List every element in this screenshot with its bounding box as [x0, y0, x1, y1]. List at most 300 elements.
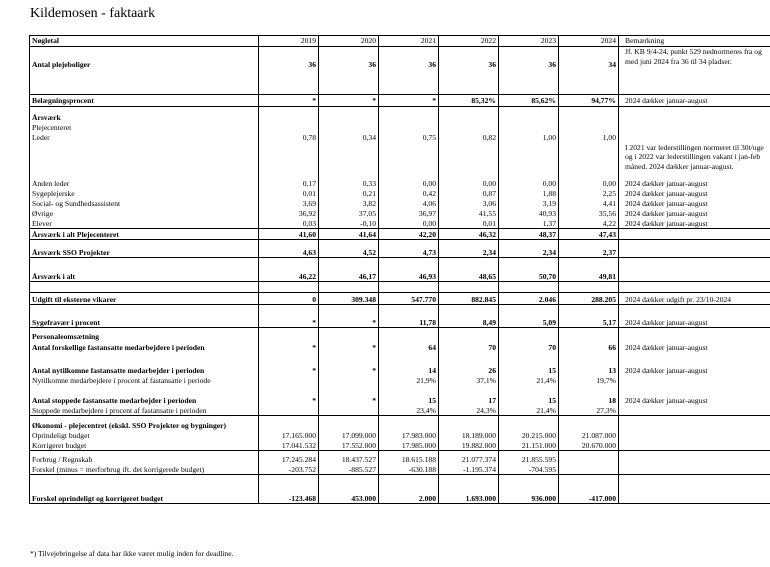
value-cell — [379, 143, 439, 179]
value-cell — [319, 332, 379, 342]
value-cell: 21,4% — [499, 376, 559, 386]
empty-cell — [559, 386, 619, 396]
value-cell: -417.000 — [559, 493, 619, 504]
row-label: Årsværk i alt Plejecenteret — [30, 229, 259, 240]
remark-cell — [619, 270, 770, 282]
value-cell: -885.527 — [319, 465, 379, 475]
row-label: Plejecenteret — [30, 123, 259, 133]
value-cell: 1,00 — [559, 133, 619, 143]
table-row — [30, 366, 770, 376]
value-cell: 0,33 — [319, 179, 379, 189]
value-cell: 21,9% — [379, 376, 439, 386]
row-label: Årsværk SSO Projekter — [30, 246, 259, 258]
value-cell: 20.215.000 — [499, 431, 559, 441]
table-row — [30, 376, 770, 386]
value-cell: 0,42 — [379, 189, 439, 199]
value-cell: 4,52 — [319, 246, 379, 258]
value-cell — [319, 376, 379, 386]
row-label: Belægningsprocent — [30, 95, 259, 107]
empty-cell — [619, 475, 770, 493]
value-cell: 36,97 — [379, 209, 439, 219]
remark-cell — [619, 133, 770, 143]
remark-cell: 2024 dækker januar-august — [619, 317, 770, 328]
value-cell: 48,65 — [439, 270, 499, 282]
value-cell — [439, 123, 499, 133]
remark-cell: 2024 dækker januar-august — [619, 366, 770, 376]
empty-cell — [259, 258, 319, 270]
value-cell: 85,32% — [439, 95, 499, 107]
empty-cell — [439, 282, 499, 293]
empty-cell — [439, 305, 499, 317]
empty-cell — [319, 305, 379, 317]
empty-cell — [379, 353, 439, 366]
remark-cell — [619, 229, 770, 240]
value-cell: 34 — [559, 47, 619, 84]
value-cell: 1,00 — [499, 133, 559, 143]
value-cell — [559, 143, 619, 179]
empty-cell — [319, 353, 379, 366]
value-cell: 11,78 — [379, 317, 439, 328]
footnote: *) Tilvejebringelse af data har ikke været mulig inden for deadline. — [30, 549, 234, 558]
table-row — [30, 47, 770, 84]
value-cell: 46,32 — [439, 229, 499, 240]
value-cell — [499, 332, 559, 342]
value-cell: 19,7% — [559, 376, 619, 386]
empty-cell — [559, 475, 619, 493]
value-cell: 309.348 — [319, 293, 379, 305]
remark-cell — [619, 376, 770, 386]
value-cell: 453.000 — [319, 493, 379, 504]
value-cell: 15 — [499, 396, 559, 406]
value-cell: 0,75 — [379, 133, 439, 143]
value-cell: -1.195.374 — [439, 465, 499, 475]
value-cell: * — [259, 366, 319, 376]
empty-cell — [559, 84, 619, 95]
remark-cell — [619, 406, 770, 416]
value-cell: 0,17 — [259, 179, 319, 189]
table-row — [30, 406, 770, 416]
table-row — [30, 189, 770, 199]
empty-cell — [499, 305, 559, 317]
empty-cell — [319, 258, 379, 270]
empty-cell — [379, 84, 439, 95]
spacer-row — [30, 258, 770, 270]
empty-cell — [259, 386, 319, 396]
value-cell: * — [259, 317, 319, 328]
row-label: Anden leder — [30, 179, 259, 189]
value-cell — [259, 143, 319, 179]
table-row — [30, 270, 770, 282]
value-cell: 0,78 — [259, 133, 319, 143]
empty-cell — [619, 84, 770, 95]
row-label: Forskel (minus = merforbrug ift. det korrigerede budget) — [30, 465, 259, 475]
value-cell: 0,87 — [439, 189, 499, 199]
table-row — [30, 465, 770, 475]
row-label: Udgift til eksterne vikarer — [30, 293, 259, 305]
value-cell: 2,37 — [559, 246, 619, 258]
empty-cell — [559, 258, 619, 270]
row-label: Elever — [30, 219, 259, 229]
value-cell: 50,70 — [499, 270, 559, 282]
empty-cell — [499, 386, 559, 396]
value-cell: -203.752 — [259, 465, 319, 475]
empty-cell — [439, 475, 499, 493]
value-cell — [319, 143, 379, 179]
empty-cell — [559, 353, 619, 366]
remark-cell — [619, 431, 770, 441]
value-cell: 35,56 — [559, 209, 619, 219]
value-cell: * — [319, 95, 379, 107]
value-cell: 0,01 — [439, 219, 499, 229]
remark-cell: 2024 dækker januar-august — [619, 179, 770, 189]
value-cell: 3,82 — [319, 199, 379, 209]
row-label: Social- og Sundhedsassistent — [30, 199, 259, 209]
header-note: Bemærkning — [619, 36, 770, 47]
header-year: 2023 — [499, 36, 559, 47]
spacer-row — [30, 305, 770, 317]
row-label: Årsværk i alt — [30, 270, 259, 282]
empty-cell — [499, 258, 559, 270]
remark-cell: Jf. KB 9/4-24, punkt 529 nednormeres fra og med juni 2024 fra 36 til 34 pladser. — [619, 47, 770, 84]
value-cell: 0,00 — [559, 179, 619, 189]
value-cell: 41,60 — [259, 229, 319, 240]
value-cell: 21.855.595 — [499, 455, 559, 465]
page-title: Kildemosen - faktaark — [30, 6, 156, 21]
row-label: Sygefravær i procent — [30, 317, 259, 328]
table-row — [30, 441, 770, 451]
value-cell: 5,17 — [559, 317, 619, 328]
value-cell: 18.189.000 — [439, 431, 499, 441]
remark-cell — [619, 441, 770, 451]
value-cell: 0,00 — [499, 179, 559, 189]
value-cell: 21.087.000 — [559, 431, 619, 441]
value-cell — [379, 113, 439, 123]
value-cell — [259, 406, 319, 416]
value-cell: * — [319, 317, 379, 328]
value-cell: 18.615.188 — [379, 455, 439, 465]
empty-cell — [30, 475, 259, 493]
value-cell — [499, 123, 559, 133]
value-cell: 1,88 — [499, 189, 559, 199]
value-cell: 49,81 — [559, 270, 619, 282]
table-row — [30, 493, 770, 504]
value-cell — [559, 421, 619, 431]
value-cell: 42,20 — [379, 229, 439, 240]
table-row — [30, 209, 770, 219]
value-cell — [259, 376, 319, 386]
table-row — [30, 431, 770, 441]
value-cell — [559, 123, 619, 133]
table-row — [30, 342, 770, 353]
empty-cell — [319, 475, 379, 493]
value-cell: * — [259, 396, 319, 406]
remark-cell: 2024 dækker januar-august — [619, 342, 770, 353]
value-cell: 26 — [439, 366, 499, 376]
empty-cell — [259, 84, 319, 95]
table-row — [30, 293, 770, 305]
value-cell: 27,3% — [559, 406, 619, 416]
table-row — [30, 421, 770, 431]
empty-cell — [379, 475, 439, 493]
value-cell: 64 — [379, 342, 439, 353]
value-cell: 18.437.527 — [319, 455, 379, 465]
value-cell: * — [319, 396, 379, 406]
value-cell: 3,19 — [499, 199, 559, 209]
empty-cell — [319, 84, 379, 95]
empty-cell — [379, 386, 439, 396]
value-cell: * — [259, 342, 319, 353]
value-cell — [499, 421, 559, 431]
value-cell: 2.000 — [379, 493, 439, 504]
value-cell: 0,21 — [319, 189, 379, 199]
value-cell: 0,01 — [259, 189, 319, 199]
row-label: Antal plejeboliger — [30, 47, 259, 84]
empty-cell — [619, 386, 770, 396]
spacer-row — [30, 84, 770, 95]
empty-cell — [499, 282, 559, 293]
remark-cell: 2024 dækker januar-august — [619, 209, 770, 219]
value-cell: 14 — [379, 366, 439, 376]
value-cell: 17.552.000 — [319, 441, 379, 451]
value-cell: 4,41 — [559, 199, 619, 209]
spacer-row — [30, 386, 770, 396]
value-cell: * — [319, 366, 379, 376]
value-cell — [439, 113, 499, 123]
empty-cell — [259, 282, 319, 293]
value-cell: 36 — [439, 47, 499, 84]
value-cell: 21,4% — [499, 406, 559, 416]
value-cell: * — [259, 95, 319, 107]
value-cell: 3,69 — [259, 199, 319, 209]
value-cell: 4,73 — [379, 246, 439, 258]
table-row — [30, 332, 770, 342]
value-cell: 70 — [439, 342, 499, 353]
value-cell — [499, 113, 559, 123]
remark-cell — [619, 421, 770, 431]
row-label: Antal stoppede fastansatte medarbejder i perioden — [30, 396, 259, 406]
value-cell — [259, 421, 319, 431]
empty-cell — [30, 353, 259, 366]
value-cell: -123.468 — [259, 493, 319, 504]
value-cell: 0,00 — [439, 179, 499, 189]
value-cell — [379, 123, 439, 133]
value-cell: 94,77% — [559, 95, 619, 107]
value-cell: 36 — [319, 47, 379, 84]
value-cell: 882.845 — [439, 293, 499, 305]
empty-cell — [499, 353, 559, 366]
remark-cell — [619, 123, 770, 133]
value-cell: 24,3% — [439, 406, 499, 416]
row-label: Nytilkomne medarbejdere i procent af fastansatte i periode — [30, 376, 259, 386]
value-cell: 36 — [499, 47, 559, 84]
row-label: Øvrige — [30, 209, 259, 219]
value-cell: 1,37 — [499, 219, 559, 229]
value-cell — [499, 143, 559, 179]
header-year: 2019 — [259, 36, 319, 47]
row-label: Oprindeligt budget — [30, 431, 259, 441]
value-cell: 4,22 — [559, 219, 619, 229]
value-cell: 37,05 — [319, 209, 379, 219]
table-row — [30, 143, 770, 179]
value-cell — [259, 332, 319, 342]
empty-cell — [379, 258, 439, 270]
value-cell: 36 — [259, 47, 319, 84]
value-cell: 15 — [499, 366, 559, 376]
value-cell: 2,25 — [559, 189, 619, 199]
row-label: Økonomi - plejecentret (ekskl. SSO Projekter og bygninger) — [30, 421, 259, 431]
value-cell: 36,92 — [259, 209, 319, 219]
value-cell: 5,09 — [499, 317, 559, 328]
value-cell — [319, 113, 379, 123]
row-label: Forbrug / Regnskab — [30, 455, 259, 465]
empty-cell — [559, 305, 619, 317]
value-cell: 2,34 — [499, 246, 559, 258]
remark-cell — [619, 493, 770, 504]
spacer-row — [30, 353, 770, 366]
value-cell: -630.188 — [379, 465, 439, 475]
value-cell: -0,10 — [319, 219, 379, 229]
value-cell: 0,82 — [439, 133, 499, 143]
table-row — [30, 133, 770, 143]
spacer-row — [30, 475, 770, 493]
value-cell: 19.882.000 — [439, 441, 499, 451]
value-cell: 21.151.000 — [499, 441, 559, 451]
empty-cell — [30, 386, 259, 396]
table-row — [30, 95, 770, 107]
value-cell: 0,34 — [319, 133, 379, 143]
empty-cell — [259, 353, 319, 366]
value-cell: -704.595 — [499, 465, 559, 475]
empty-cell — [319, 282, 379, 293]
value-cell: 0,00 — [379, 219, 439, 229]
table-row — [30, 229, 770, 240]
value-cell: 547.770 — [379, 293, 439, 305]
empty-cell — [439, 84, 499, 95]
value-cell: 936.000 — [499, 493, 559, 504]
remark-cell: 2024 dækker januar-august — [619, 219, 770, 229]
value-cell: 0 — [259, 293, 319, 305]
value-cell: 17 — [439, 396, 499, 406]
value-cell: 46,17 — [319, 270, 379, 282]
empty-cell — [439, 386, 499, 396]
table-row — [30, 199, 770, 209]
value-cell — [319, 123, 379, 133]
remark-cell — [619, 246, 770, 258]
value-cell — [319, 421, 379, 431]
row-label: Antal forskellige fastansatte medarbejdere i perioden — [30, 342, 259, 353]
remark-cell: 2024 dækker januar-august — [619, 199, 770, 209]
value-cell: 8,49 — [439, 317, 499, 328]
value-cell: 288.205 — [559, 293, 619, 305]
value-cell: 21.077.374 — [439, 455, 499, 465]
empty-cell — [499, 84, 559, 95]
header-label: Nøgletal — [30, 36, 259, 47]
value-cell — [439, 421, 499, 431]
remark-cell — [619, 465, 770, 475]
remark-cell: I 2021 var lederstillingen normeret til 30t/uge og i 2022 var lederstillingen vakant i jan-feb måned. 2024 dækker januar-august. — [619, 143, 770, 179]
header-year: 2020 — [319, 36, 379, 47]
value-cell: * — [319, 342, 379, 353]
empty-cell — [319, 386, 379, 396]
value-cell: 46,22 — [259, 270, 319, 282]
value-cell: 13 — [559, 366, 619, 376]
value-cell: 41,64 — [319, 229, 379, 240]
row-label: Antal nytilkomne fastansatte medarbejder i perioden — [30, 366, 259, 376]
value-cell: 18 — [559, 396, 619, 406]
value-cell: 20.670.000 — [559, 441, 619, 451]
value-cell — [319, 406, 379, 416]
remark-cell: 2024 dækker januar-august — [619, 95, 770, 107]
row-label: Årsværk — [30, 113, 259, 123]
empty-cell — [30, 305, 259, 317]
table-row — [30, 123, 770, 133]
empty-cell — [379, 282, 439, 293]
spacer-row — [30, 282, 770, 293]
empty-cell — [439, 258, 499, 270]
value-cell: 46,93 — [379, 270, 439, 282]
value-cell — [559, 113, 619, 123]
value-cell — [559, 465, 619, 475]
remark-cell: 2024 dækker januar-august — [619, 189, 770, 199]
value-cell: 4,06 — [379, 199, 439, 209]
row-label: Forskel oprindeligt og korrigeret budget — [30, 493, 259, 504]
value-cell: 3,06 — [439, 199, 499, 209]
value-cell: 0,03 — [259, 219, 319, 229]
value-cell: 85,62% — [499, 95, 559, 107]
value-cell: 0,00 — [379, 179, 439, 189]
table-row — [30, 113, 770, 123]
empty-cell — [259, 475, 319, 493]
remark-cell: 2024 dækker udgift pr. 23/10-2024 — [619, 293, 770, 305]
value-cell: 17.983.000 — [379, 431, 439, 441]
value-cell: 17.099.000 — [319, 431, 379, 441]
table-row — [30, 317, 770, 328]
value-cell — [259, 123, 319, 133]
value-cell: 1.693.000 — [439, 493, 499, 504]
table-header-row — [30, 36, 770, 47]
empty-cell — [619, 305, 770, 317]
row-label — [30, 143, 259, 179]
value-cell — [259, 113, 319, 123]
remark-cell — [619, 332, 770, 342]
value-cell — [439, 332, 499, 342]
empty-cell — [619, 353, 770, 366]
value-cell: 70 — [499, 342, 559, 353]
value-cell: 37,1% — [439, 376, 499, 386]
value-cell: 2.046 — [499, 293, 559, 305]
value-cell: 47,43 — [559, 229, 619, 240]
empty-cell — [30, 84, 259, 95]
header-year: 2024 — [559, 36, 619, 47]
value-cell: 40,93 — [499, 209, 559, 219]
value-cell: 48,37 — [499, 229, 559, 240]
row-label: Personaleomsætning — [30, 332, 259, 342]
row-label: Korrigeret budget — [30, 441, 259, 451]
facts-table — [29, 35, 770, 504]
empty-cell — [259, 305, 319, 317]
empty-cell — [439, 353, 499, 366]
value-cell: 41,55 — [439, 209, 499, 219]
value-cell — [559, 455, 619, 465]
value-cell: 17.985.000 — [379, 441, 439, 451]
value-cell — [559, 332, 619, 342]
value-cell — [439, 143, 499, 179]
remark-cell — [619, 455, 770, 465]
row-label: Stoppede medarbejdere i procent af fastansatte i perioden — [30, 406, 259, 416]
empty-cell — [30, 258, 259, 270]
table-row — [30, 246, 770, 258]
value-cell: 2,34 — [439, 246, 499, 258]
